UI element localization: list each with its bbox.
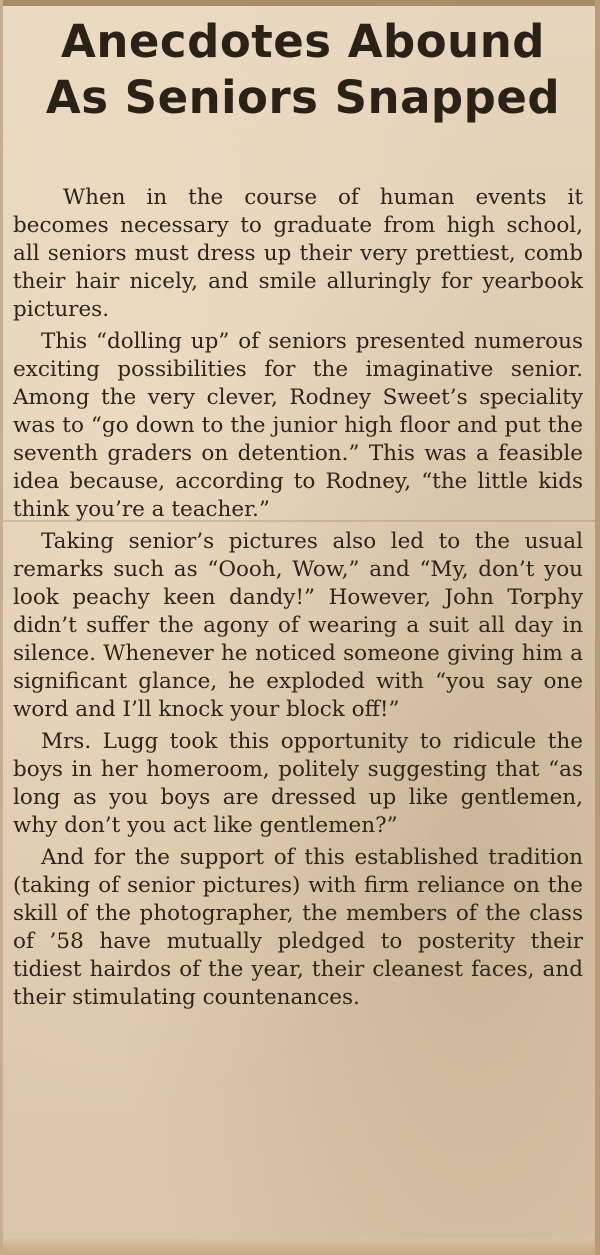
- paragraph-2: This “dolling up” of seniors presented numerous exciting possibilities for the imaginative senior. Among the very clever, Rodney Sweet’s speciality was to “go down to the junior high floor and put the seventh graders on detention.” This was a feasible idea because, according to Rodney, “the little kids think you’re a teacher.”: [13, 329, 583, 522]
- article-body: [13, 184, 583, 1016]
- paragraph-5: And for the support of this established tradition (taking of senior pictures) with firm reliance on the skill of the photographer, the members of the class of ’58 have mutually pledged to posterity their tidiest hairdos of the year, their cleanest faces, and their stimulating countenances.: [13, 845, 583, 1010]
- headline: [15, 14, 591, 126]
- paragraph-3: Taking senior’s pictures also led to the usual remarks such as “Oooh, Wow,” and “My, don’t you look peachy keen dandy!” However, John Torphy didn’t suffer the agony of wearing a suit all day in silence. Whenever he noticed someone giving him a significant glance, he exploded with “you say one word and I’ll knock your block off!”: [13, 529, 583, 722]
- clipping-bottom-edge: [3, 1239, 600, 1255]
- headline-line-1: Anecdotes Abound: [61, 15, 545, 68]
- paragraph-1: When in the course of human events it becomes necessary to graduate from high school, all seniors must dress up their very prettiest, comb their hair nicely, and smile alluringly for yearbook pictures.: [13, 185, 583, 322]
- headline-line-2: As Seniors Snapped: [45, 71, 561, 124]
- clipping-top-edge: [3, 0, 600, 6]
- paragraph-4: Mrs. Lugg took this opportunity to ridicule the boys in her homeroom, politely suggesting that “as long as you boys are dressed up like gentlemen, why don’t you act like gentlemen?”: [13, 729, 583, 838]
